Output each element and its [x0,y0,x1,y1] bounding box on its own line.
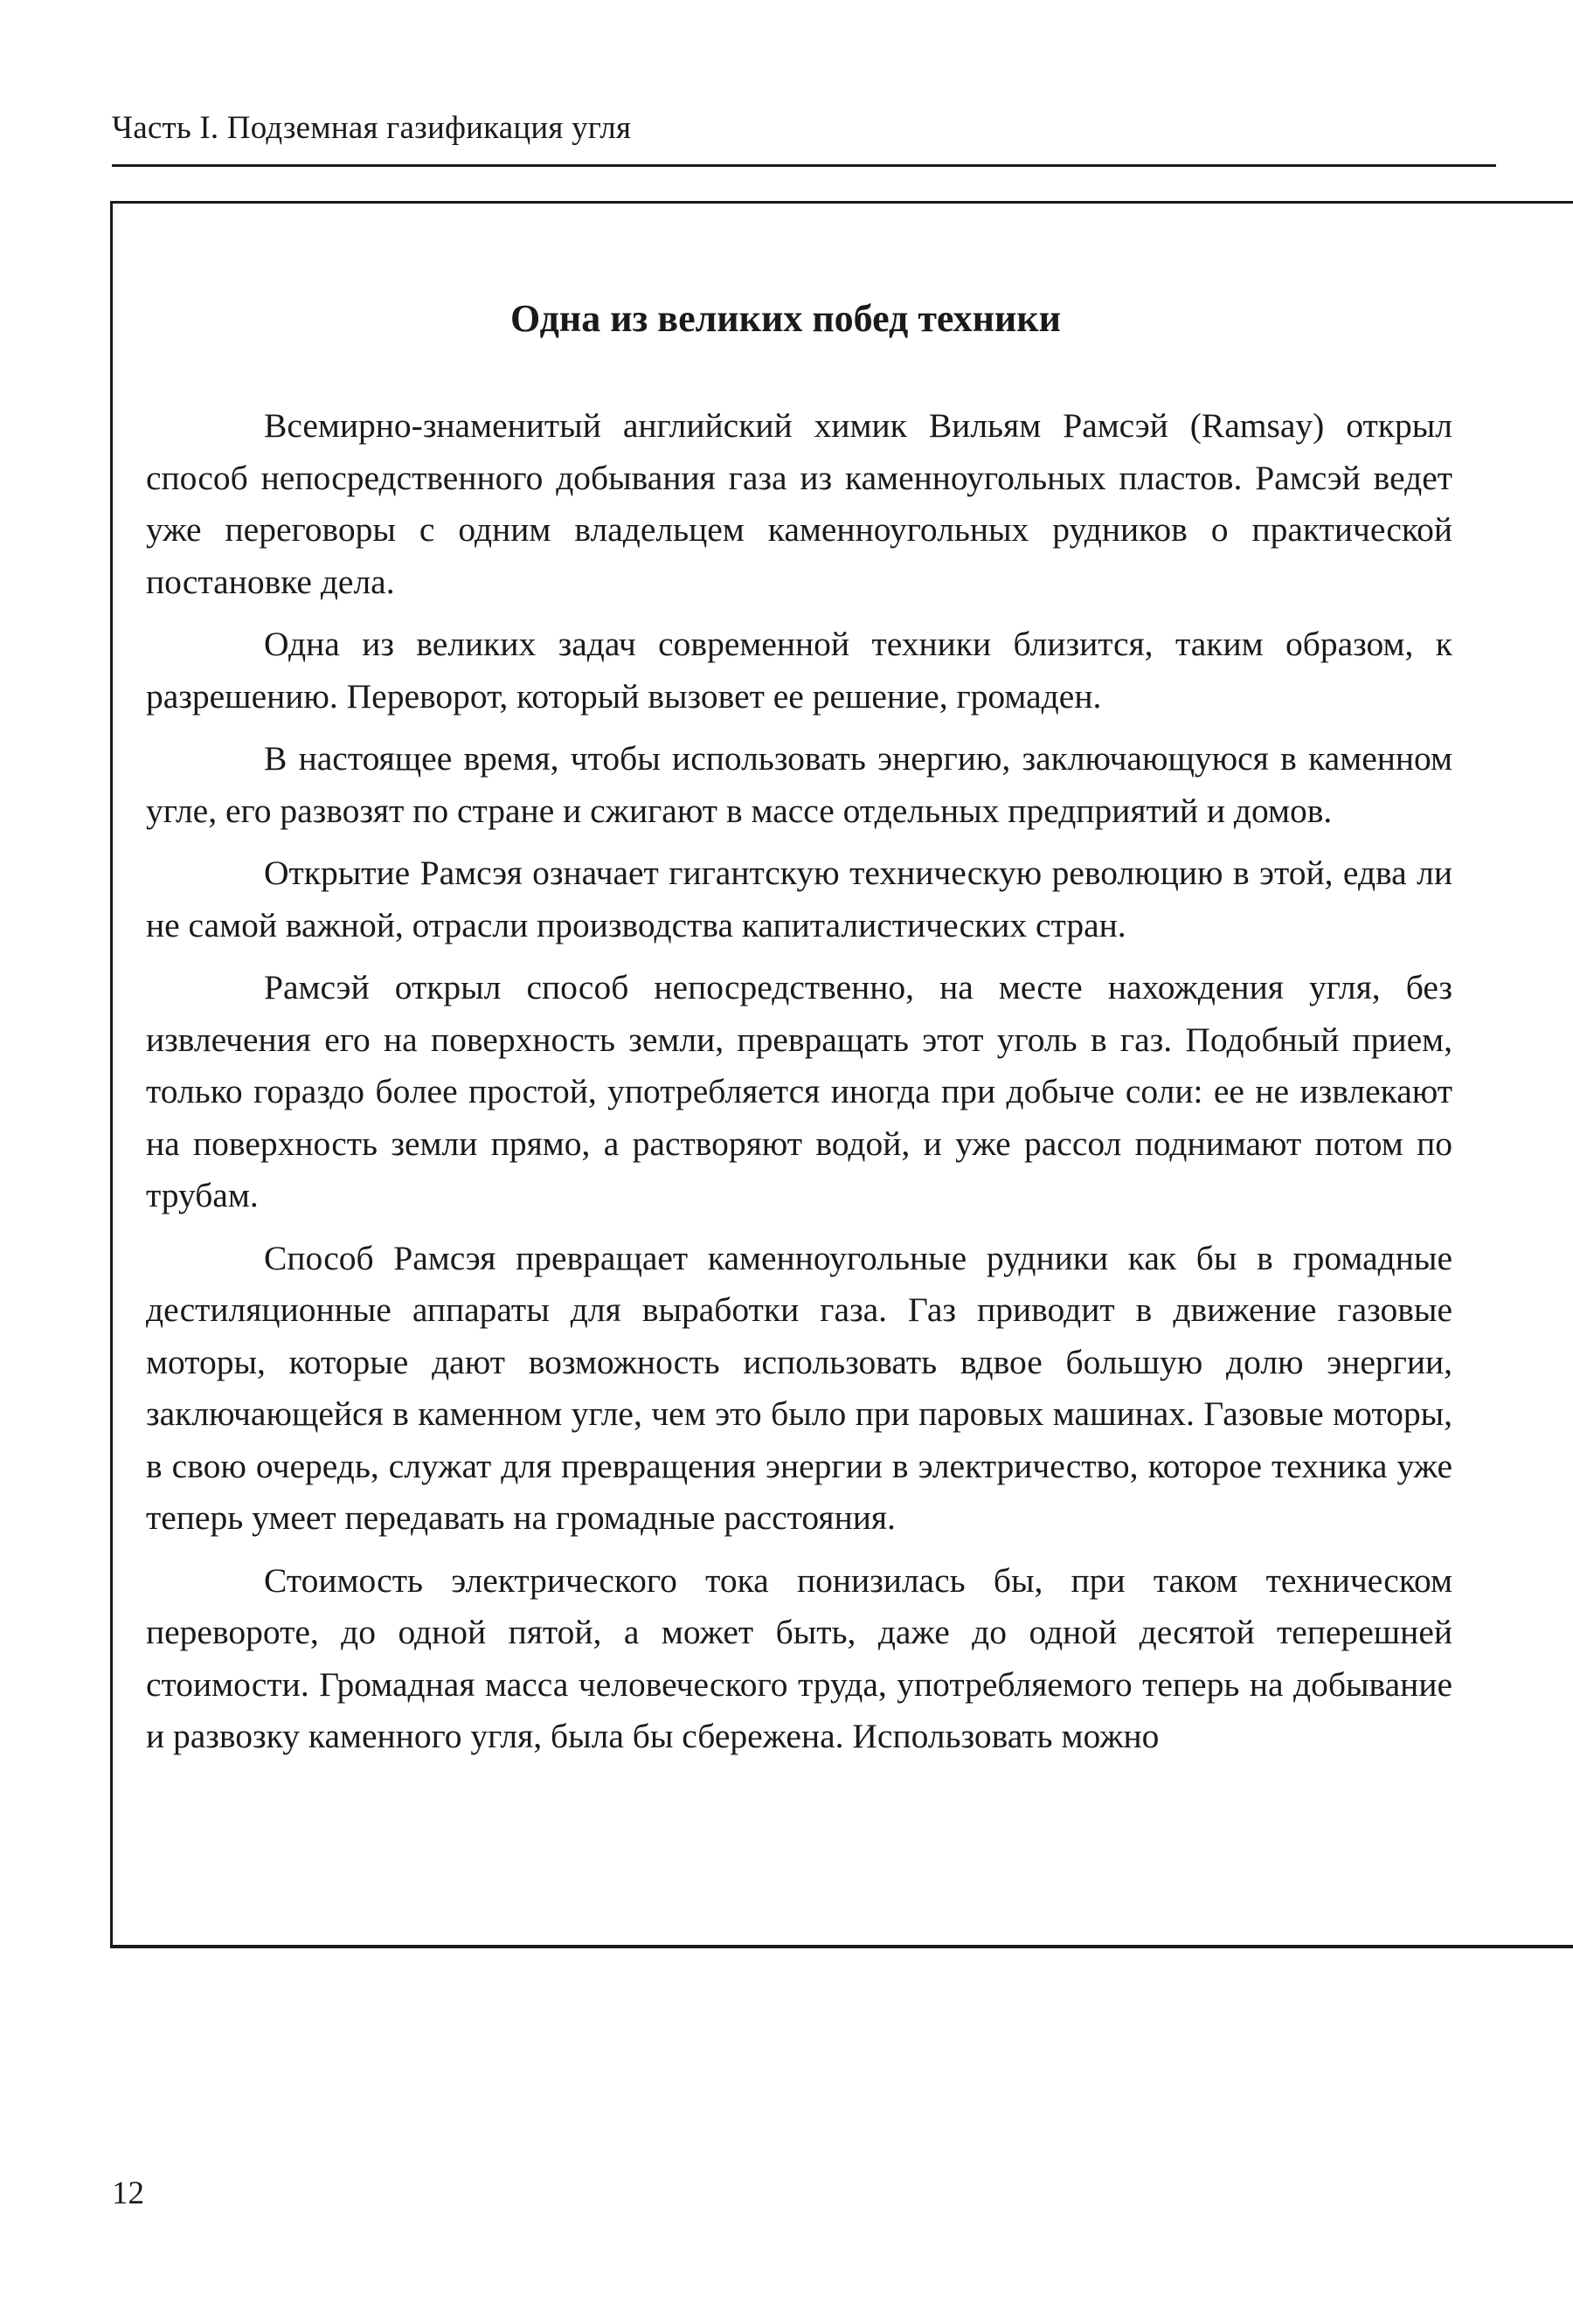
page-number: 12 [112,2175,144,2211]
paragraph: Способ Рамсэя превращает каменноугольные рудники как бы в громадные дестиляционные аппараты для выработки газа. Газ приводит в движение газовые моторы, которые дают возможность использовать вдвое большую долю энергии, заключающейся в каменном угле, чем это было при паровых машинах. Газовые моторы, в свою очередь, служат для превращения энергии в электричество, которое техника уже теперь умеет передавать на громадные расстояния. [146,1238,1452,1537]
paragraph: Стоимость электрического тока понизилась бы, при таком техническом перевороте, до одной пятой, а может быть, даже до одной десятой теперешней стоимости. Громадная масса человеческого труда, употребляемого теперь на добывание и развозку каменного угля, была бы сбережена. Использовать можно [146,1560,1452,1755]
sidebar-box [110,201,1573,1948]
paragraph: В настоящее время, чтобы использовать энергию, заключающуюся в каменном угле, его развозят по стране и сжигают в массе отдельных предприятий и домов. [146,739,1452,830]
box-title: Одна из великих побед техники [510,297,1061,340]
running-head: Часть I. Подземная газификация угля [112,110,632,146]
paragraph: Одна из великих задач современной техники близится, таким образом, к разрешению. Переворот, который вызовет ее решение, громаден. [146,625,1452,716]
header-rule [112,164,1496,167]
paragraph: Всемирно-знаменитый английский химик Вильям Рамсэй (Ramsay) открыл способ непосредственного добывания газа из каменноугольных пластов. Рамсэй ведет уже переговоры с одним владельцем каменноугольных рудников о практической постановке дела. [146,406,1452,601]
paragraph: Открытие Рамсэя означает гигантскую техническую революцию в этой, едва ли не самой важной, отрасли производства капиталистических стран. [146,854,1452,944]
box-body [146,400,1452,1774]
paragraph: Рамсэй открыл способ непосредственно, на месте нахождения угля, без извлечения его на поверхность земли, превращать этот уголь в газ. Подобный прием, только гораздо более простой, употребляется иногда при добыче соли: ее не извлекают на поверхность земли прямо, а растворяют водой, и уже рассол поднимают потом по трубам. [146,968,1452,1214]
